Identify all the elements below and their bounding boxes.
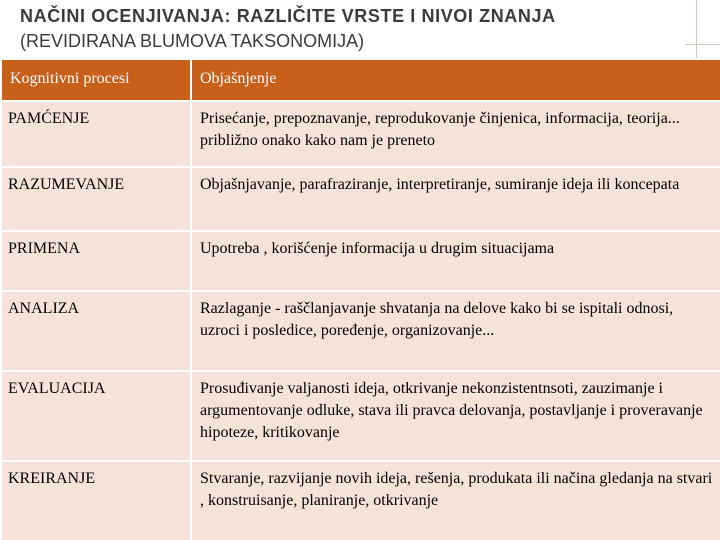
decorative-horizontal-line <box>686 44 720 45</box>
header-explanation: Objašnjenje <box>191 59 720 101</box>
explanation-cell: Prisećanje, prepoznavanje, reprodukovanje činjenica, informacija, teorija... približno onako kako nam je preneto <box>191 101 720 167</box>
explanation-cell: Prosuđivanje valjanosti ideja, otkrivanje nekonzistentnsoti, zauzimanje i argumentovanje odluke, stava ili pravca delovanja, postavljanje i proveravanje hipoteze, kritikovanje <box>191 371 720 461</box>
table-row <box>1 101 720 167</box>
taxonomy-table <box>0 58 720 540</box>
process-cell: KREIRANJE <box>1 461 191 540</box>
slide-subtitle: (REVIDIRANA BLUMOVA TAKSONOMIJA) <box>20 31 365 51</box>
explanation-cell: Upotreba , korišćenje informacija u drugim situacijama <box>191 231 720 291</box>
process-cell: EVALUACIJA <box>1 371 191 461</box>
table-row <box>1 461 720 540</box>
slide-title: NAČINI OCENJIVANJA: RAZLIČITE VRSTE I NIVOI ZNANJA <box>20 6 556 26</box>
process-cell: PAMĆENJE <box>1 101 191 167</box>
table-row <box>1 291 720 371</box>
explanation-cell: Objašnjavanje, parafraziranje, interpretiranje, sumiranje ideja ili koncepata <box>191 167 720 231</box>
table-row <box>1 371 720 461</box>
header-cognitive-processes: Kognitivni procesi <box>1 59 191 101</box>
explanation-cell: Razlaganje - raščlanjavanje shvatanja na delove kako bi se ispitali odnosi, uzroci i posledice, poređenje, organizovanje... <box>191 291 720 371</box>
table-row <box>1 167 720 231</box>
table-row <box>1 231 720 291</box>
process-cell: RAZUMEVANJE <box>1 167 191 231</box>
process-cell: PRIMENA <box>1 231 191 291</box>
table-header-row <box>1 59 720 101</box>
explanation-cell: Stvaranje, razvijanje novih ideja, rešenja, produkata ili načina gledanja na stvari , konstruisanje, planiranje, otkrivanje <box>191 461 720 540</box>
title-area <box>0 0 720 58</box>
decorative-vertical-line <box>696 0 697 58</box>
process-cell: ANALIZA <box>1 291 191 371</box>
